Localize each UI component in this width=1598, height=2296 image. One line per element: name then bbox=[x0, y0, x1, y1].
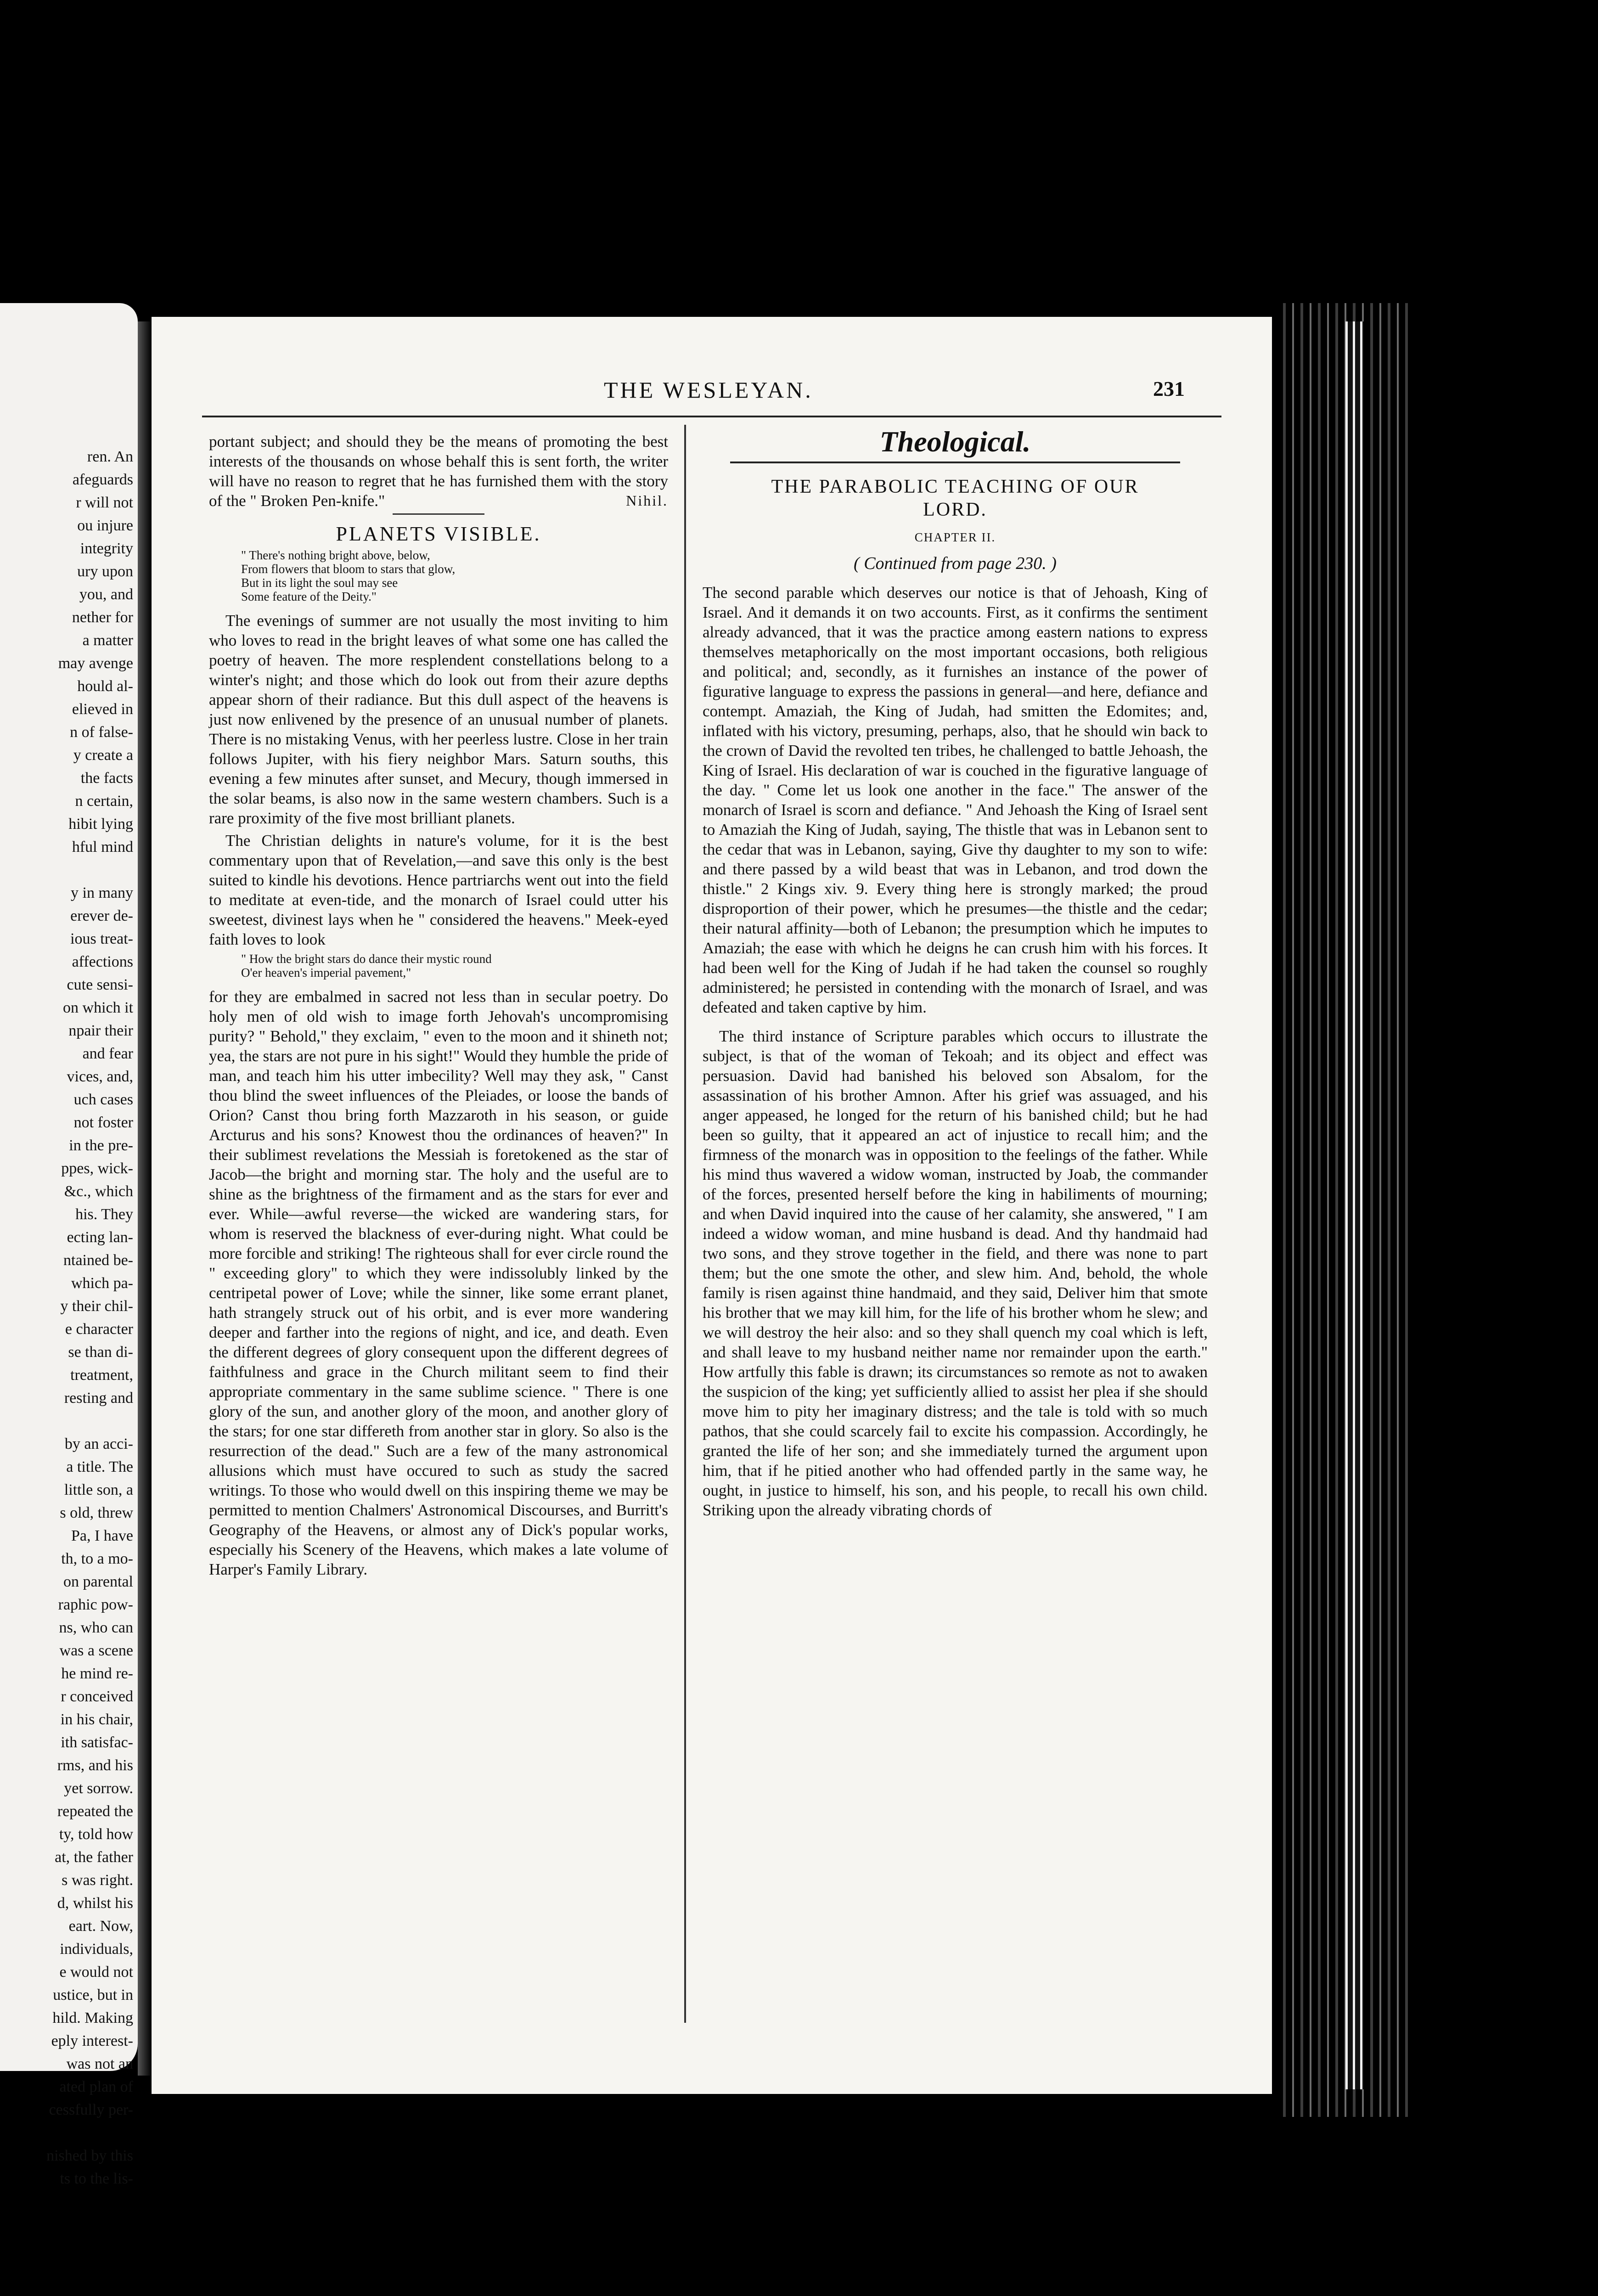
left-fragment-line: r conceived bbox=[61, 1688, 133, 1705]
left-fragment-line: e would not bbox=[59, 1964, 133, 1981]
left-fragment-line: ty, told how bbox=[59, 1826, 133, 1843]
left-fragment-line: y their chil- bbox=[60, 1298, 133, 1315]
left-fragment-line bbox=[14, 1410, 133, 1433]
left-fragment-line: y in many bbox=[71, 884, 133, 901]
left-fragment-line: by an acci- bbox=[64, 1435, 133, 1452]
left-fragment-line: his. They bbox=[75, 1206, 133, 1223]
left-fragment-line: individuals, bbox=[60, 1941, 133, 1958]
carryover-paragraph: portant subject; and should they be the means of promoting the best interests of the thousands on whose behalf this is sent forth, the writer will have no reason to regret that he has furnished them with the story of the " Broken Pen-knife." Nihil. bbox=[209, 433, 668, 510]
paragraph: The evenings of summer are not usually the most inviting to him who loves to read in the bright leaves of what some one has called the poetry of heaven. The more resplendent constellations belong to a winter's night; and those which do look out from their azure depths appear shorn of their radiance. But this dull aspect of the heavens is just now enlivened by the presence of an unusual number of planets. There is no mistaking Venus, with her peerless lustre. Close in her train follows Jupiter, with his fiery neighbor Mars. Saturn souths, this evening a few minutes after sunset, and Mecury, though immersed in the solar beams, is also now in the same western chambers. Such is a rare proximity of the five most brilliant planets. bbox=[209, 612, 668, 827]
paragraph: The third instance of Scripture parables which occurs to illustrate the subject, is that of the woman of Tekoah; and its object and effect was persuasion. David had banished his beloved son Absalom, for the assassination of his brother Amnon. After his grief was assuaged, and his anger appeased, he longed for the return of his banished child; but he had been so guilty, that it appeared an act of injustice to recall him; and the firmness of the monarch was in opposition to the feelings of the father. While his mind thus wavered a widow woman, instructed by Joab, the commander of the forces, presented herself before the king in habiliments of mourning; and when David inquired into the cause of her calamity, she answered, " I am indeed a widow woman, and mine husband is dead. And thy handmaid had two sons, and they strove together in the field, and there was none to part them; but the one smote the other, and slew him. And, behold, the whole family is risen against thine handmaid, and they said, Deliver him that smote his brother that we may kill him, for the life of his brother whom he slew; and we will destroy the heir also: and so they shall quench my coal which is left, and shall leave to my husband neither name nor remainder upon the earth." How artfully this fable is drawn; its circumstances so remote as not to awaken the suspicion of the king; yet sufficiently allied to assist her plea if she should move him to pity her imaginary distress; and the tale is told with so much pathos, that she could scarcely fail to excite his compassion. Accordingly, he granted the life of her son; and she immediately turned the argument upon him, that if he pitied another who had offended partly in the same way, he ought, in justice to himself, his son, and his people, to recall his own child. Striking upon the already vibrating chords of bbox=[703, 1027, 1208, 1519]
left-fragment-line bbox=[14, 859, 133, 882]
left-fragment-line: on parental bbox=[63, 1573, 133, 1590]
left-fragment-line: you, and bbox=[79, 586, 133, 603]
left-fragment-line: ren. An bbox=[87, 448, 133, 465]
left-fragment-line: eply interest- bbox=[51, 2032, 133, 2049]
epigraph-poem: " There's nothing bright above, below, From flowers that bloom to stars that glow, But in its light the soul may see Some feature of the Deity." bbox=[241, 548, 456, 603]
page-number: 231 bbox=[1153, 377, 1185, 400]
left-fragment-line: at, the father bbox=[55, 1849, 133, 1866]
left-fragment-line: se than di- bbox=[68, 1344, 133, 1361]
left-fragment-line: nished by this bbox=[46, 2147, 133, 2164]
header-rule bbox=[202, 416, 1221, 417]
chapter-label: CHAPTER II. bbox=[914, 530, 996, 544]
left-fragment-line: cessfully per- bbox=[49, 2101, 133, 2118]
left-fragment-line: uch cases bbox=[73, 1091, 133, 1108]
article-title-planets: PLANETS VISIBLE. bbox=[336, 523, 541, 545]
left-fragment-line: afeguards bbox=[72, 471, 133, 488]
left-fragment-line: in the pre- bbox=[69, 1137, 133, 1154]
left-fragment-line: ecting lan- bbox=[67, 1229, 133, 1246]
left-fragment-line: ou injure bbox=[77, 517, 133, 534]
left-fragment-line: erever de- bbox=[70, 907, 133, 924]
left-fragment-line: ntained be- bbox=[63, 1252, 133, 1269]
left-fragment-line: hibit lying bbox=[68, 816, 133, 833]
left-fragment-line: treatment, bbox=[70, 1367, 133, 1384]
left-fragment-line: hould al- bbox=[77, 678, 133, 695]
left-fragment-line: little son, a bbox=[64, 1481, 133, 1498]
left-fragment-line: ious treat- bbox=[70, 930, 133, 947]
left-fragment-line: ury upon bbox=[77, 563, 133, 580]
quoted-verse: " How the bright stars do dance their mystic round O'er heaven's imperial pavement," bbox=[241, 952, 492, 979]
page-header bbox=[152, 377, 1272, 413]
left-fragment-line: cute sensi- bbox=[67, 976, 133, 993]
signature: Nihil. bbox=[626, 492, 668, 509]
left-fragment-line: npair their bbox=[68, 1022, 133, 1039]
left-fragment-line: n of false- bbox=[70, 724, 133, 741]
left-fragment-line: he mind re- bbox=[61, 1665, 133, 1682]
left-fragment-line: may avenge bbox=[58, 655, 133, 672]
left-fragment-line: ts to the lis- bbox=[60, 2170, 133, 2187]
left-fragment-line: rms, and his bbox=[57, 1757, 133, 1774]
department-heading: Theological. bbox=[879, 425, 1031, 458]
left-fragment-line: the facts bbox=[80, 770, 133, 787]
left-fragment-line: &c., which bbox=[64, 1183, 133, 1200]
left-fragment-line: integrity bbox=[80, 540, 133, 557]
left-fragment-line: and fear bbox=[82, 1045, 133, 1062]
paragraph: The second parable which deserves our notice is that of Jehoash, King of Israel. And it demands it on two accounts. First, as it confirms the sentiment already advanced, that it was the practice among eastern nations to express themselves metaphorically on the most important occasions, both religious and political; and, secondly, as it furnishes an instance of the power of figurative language to express the passions in general—and here, defiance and contempt. Amaziah, the King of Judah, had smitten the Edomites; and, inflated with his victory, presuming, perhaps, also, that he should win back to the crown of David the revolted ten tribes, he challenged to battle Jehoash, the King of Israel. His declaration of war is couched in the figurative language of the day. " Come let us look one another in the face." The answer of the monarch of Israel is scorn and defiance. " And Jehoash the King of Israel sent to Amaziah the King of Judah, saying, The thistle that was in Lebanon sent to the cedar that was in Lebanon, saying, Give thy daughter to my son to wife: and there passed by a wild beast that was in Lebanon, and trod down the thistle." 2 Kings xiv. 9. Every thing here is strongly marked; the proud disproportion of their power, which he presumes—the thistle and the cedar; their natural affinity—both of Lebanon; the presumption which he imputes to Amaziah; the ease with which he deigns he can crush him with his forces. It had been well for the King of Judah if he had taken the counsel so roughly administered; he persisted in contending with the monarch of Israel, and was defeated and taken captive by him. bbox=[703, 584, 1208, 1016]
left-fragment-line: was not an bbox=[66, 2055, 133, 2072]
book-gutter bbox=[138, 321, 152, 2076]
left-fragment-line: n certain, bbox=[75, 793, 133, 810]
left-page-text bbox=[14, 445, 133, 2190]
right-page bbox=[152, 317, 1272, 2094]
left-fragment-line: not foster bbox=[73, 1114, 133, 1131]
left-fragment-line: y create a bbox=[73, 747, 133, 764]
department-rule bbox=[730, 461, 1180, 463]
left-fragment-line: which pa- bbox=[71, 1275, 133, 1292]
left-fragment-line: ns, who can bbox=[59, 1619, 133, 1636]
running-title: THE WESLEYAN. bbox=[604, 377, 813, 403]
left-fragment-line: hild. Making bbox=[52, 2009, 133, 2026]
left-fragment-line: ustice, but in bbox=[53, 1986, 133, 2003]
column-divider bbox=[684, 425, 686, 2023]
right-column bbox=[703, 425, 1208, 1523]
left-fragment-line: affections bbox=[72, 953, 133, 970]
continued-note: ( Continued from page 230. ) bbox=[854, 554, 1057, 573]
left-fragment-line: e character bbox=[65, 1321, 133, 1338]
left-fragment-line bbox=[14, 2122, 133, 2144]
page-edges-light bbox=[1345, 321, 1364, 2089]
left-fragment-line: vices, and, bbox=[67, 1068, 133, 1085]
article-title-parabolic: THE PARABOLIC TEACHING OF OUR LORD. bbox=[771, 476, 1139, 520]
left-fragment-line: Pa, I have bbox=[71, 1527, 133, 1544]
left-fragment-line: r will not bbox=[76, 494, 133, 511]
paragraph: for they are embalmed in sacred not less than in secular poetry. Do holy men of old wish to image forth Jehovah's uncompromising purity? " Behold," they exclaim, " even to the moon and it shineth not; yea, the stars are not pure in his sight!" Would they humble the pride of man, and teach him his utter imbecility? Well may they ask, " Canst thou blind the sweet influences of the Pleiades, or loose the bands of Orion? Canst thou bring forth Mazzaroth in his season, or guide Arcturus and his sons? Knowest thou the ordinances of heaven?" In their sublimest revelations the Messiah is foretokened as the star of Jacob—the bright and morning star. The holy and the useful are to shine as the brightness of the firmament and as the stars for ever and ever. While—awful reverse—the wicked are wandering stars, for whom is reserved the blackness of ever-during night. What could be more forcible and striking! The righteous shall for ever circle round the " exceeding glory" to which they were indissolubly linked by the centripetal power of Love; while the sinner, like some errant planet, hath strangely struck out of his orbit, and is ever more wandering deeper and farther into the regions of night, and ice, and death. Even the different degrees of glory consequent upon the different degrees of faithfulness and grace in the Church militant seem to find their appropriate commentary in the same sublime science. " There is one glory of the sun, and another glory of the moon, and another glory of the stars; for one star differeth from another star in glory. So also is the resurrection of the dead." Such are a few of the many astronomical allusions which must have occured to such as study the sacred writings. To those who would dwell on this inspiring theme we may be permitted to mention Chalmers' Astronomical Discourses, and Burritt's Geography of the Heavens, or almost any of Dick's popular works, especially his Scenery of the Heavens, which makes a late volume of Harper's Family Library. bbox=[209, 988, 668, 1578]
left-column bbox=[209, 432, 668, 1582]
section-rule bbox=[393, 513, 484, 515]
left-fragment-line: a matter bbox=[82, 632, 133, 649]
left-page-fragment bbox=[0, 303, 138, 2187]
left-fragment-line: th, to a mo- bbox=[61, 1550, 133, 1567]
left-fragment-line: yet sorrow. bbox=[64, 1780, 133, 1797]
left-fragment-line: hful mind bbox=[72, 838, 133, 855]
paragraph: The Christian delights in nature's volume, for it is the best commentary upon that of Revelation,—and save this only is the best suited to kindle his devotions. Hence partriarchs went out into the field to meditate at even-tide, and the monarch of Israel could utter his sweetest, divinest lays when he " considered the heavens." Meek-eyed faith loves to look bbox=[209, 832, 668, 948]
left-fragment-line: d, whilst his bbox=[57, 1895, 133, 1912]
left-fragment-line: ppes, wick- bbox=[61, 1160, 133, 1177]
left-fragment-line: s old, threw bbox=[60, 1504, 133, 1521]
left-fragment-line: elieved in bbox=[72, 701, 133, 718]
left-fragment-line: nether for bbox=[72, 609, 133, 626]
left-fragment-line: repeated the bbox=[57, 1803, 133, 1820]
left-fragment-line: eart. Now, bbox=[68, 1918, 133, 1935]
left-fragment-line: in his chair, bbox=[60, 1711, 133, 1728]
left-fragment-line: ith satisfac- bbox=[61, 1734, 133, 1751]
left-fragment-line: raphic pow- bbox=[58, 1596, 133, 1613]
left-fragment-line: a title. The bbox=[66, 1458, 133, 1475]
left-fragment-line: resting and bbox=[64, 1390, 133, 1407]
left-fragment-line: s was right. bbox=[62, 1872, 133, 1889]
left-fragment-line: on which it bbox=[63, 999, 133, 1016]
left-fragment-line: was a scene bbox=[59, 1642, 133, 1659]
left-fragment-line: ated plan of bbox=[59, 2078, 133, 2095]
